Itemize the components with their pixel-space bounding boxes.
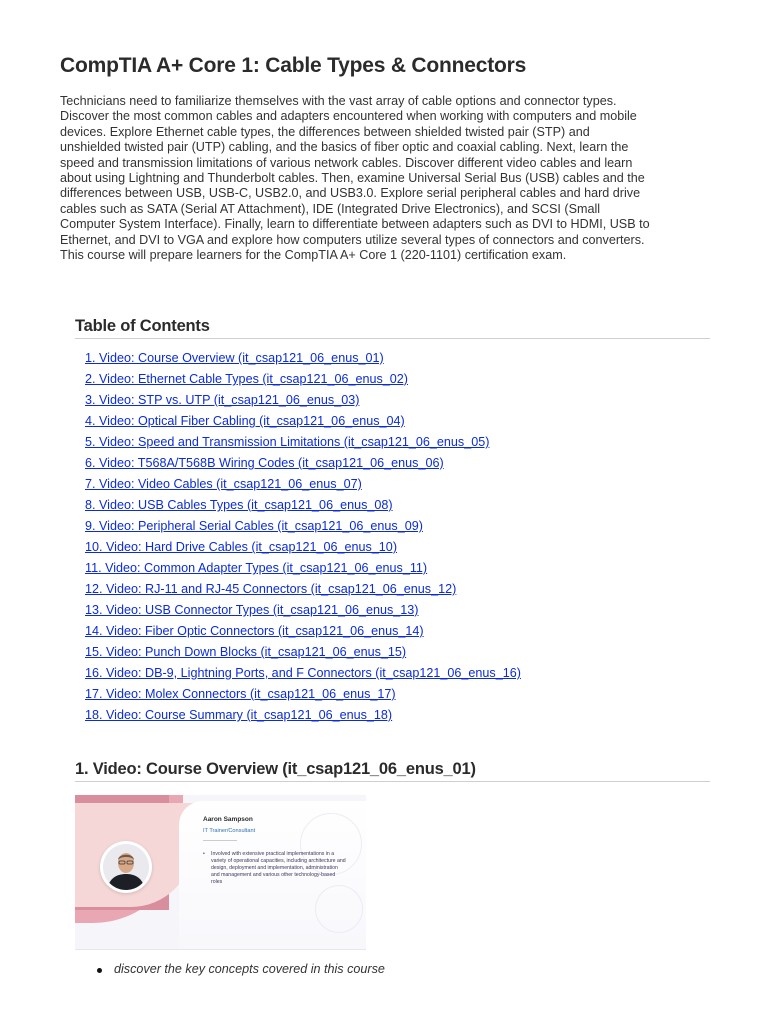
video-section-heading: 1. Video: Course Overview (it_csap121_06_enus_01) [75, 760, 710, 782]
toc-item [85, 497, 521, 518]
toc-link-13[interactable]: 13. Video: USB Connector Types (it_csap121_06_enus_13) [85, 603, 419, 617]
toc-link-1[interactable]: 1. Video: Course Overview (it_csap121_06_enus_01) [85, 351, 384, 365]
instructor-bio: • Involved with extensive practical implementations in a variety of operational capacities, including architecture and design, deployment and implementation, administration and management and various other technology-based roles [203, 851, 346, 886]
toc-item [85, 707, 521, 728]
toc-item [85, 392, 521, 413]
toc-link-6[interactable]: 6. Video: T568A/T568B Wiring Codes (it_csap121_06_enus_06) [85, 456, 444, 470]
toc-link-12[interactable]: 12. Video: RJ-11 and RJ-45 Connectors (it_csap121_06_enus_12) [85, 582, 457, 596]
instructor-avatar [100, 841, 152, 893]
instructor-role: IT Trainer/Consultant [203, 828, 256, 834]
toc-link-15[interactable]: 15. Video: Punch Down Blocks (it_csap121_06_enus_15) [85, 645, 407, 659]
list-item: discover the key concepts covered in this course [97, 962, 385, 976]
toc-link-5[interactable]: 5. Video: Speed and Transmission Limitations (it_csap121_06_enus_05) [85, 435, 490, 449]
thumbnail-decoration [315, 885, 363, 933]
toc-link-3[interactable]: 3. Video: STP vs. UTP (it_csap121_06_enus_03) [85, 393, 360, 407]
toc-item [85, 665, 521, 686]
toc-item [85, 686, 521, 707]
toc-link-8[interactable]: 8. Video: USB Cables Types (it_csap121_06_enus_08) [85, 498, 393, 512]
instructor-avatar-icon [103, 844, 149, 890]
toc-item [85, 644, 521, 665]
toc-link-14[interactable]: 14. Video: Fiber Optic Connectors (it_csap121_06_enus_14) [85, 624, 424, 638]
toc-item [85, 539, 521, 560]
toc-link-18[interactable]: 18. Video: Course Summary (it_csap121_06_enus_18) [85, 708, 393, 722]
thumbnail-divider [203, 840, 237, 841]
course-description: Technicians need to familiarize themselves with the vast array of cable options and connector types. Discover the most common cables and adapters encountered when working with computers and mobile devices. Explore Ethernet cable types, the differences between shielded twisted pair (STP) and unshielded twisted pair (UTP) cabling, and the basics of fiber optic and coaxial cabling. Next, learn the speed and transmission limitations of various network cables. Discover different video cables and learn about using Lightning and Thunderbolt cables. Then, examine Universal Serial Bus (USB) cables and the differences between USB, USB-C, USB2.0, and USB3.0. Explore serial peripheral cables and hard drive cables such as SATA (Serial AT Attachment), IDE (Integrated Drive Electronics), and SCSI (Small Computer System Interface). Finally, learn to differentiate between adapters such as DVI to HDMI, USB to Ethernet, and DVI to VGA and explore how computers utilize several types of connectors and converters. This course will prepare learners for the CompTIA A+ Core 1 (220-1101) certification exam. [60, 94, 650, 263]
toc-item [85, 518, 521, 539]
toc-item [85, 413, 521, 434]
objectives-list [97, 962, 385, 976]
toc-link-17[interactable]: 17. Video: Molex Connectors (it_csap121_06_enus_17) [85, 687, 396, 701]
toc-list [85, 350, 521, 728]
page-title: CompTIA A+ Core 1: Cable Types & Connectors [60, 54, 527, 77]
toc-item [85, 371, 521, 392]
toc-item [85, 455, 521, 476]
toc-item [85, 560, 521, 581]
toc-link-16[interactable]: 16. Video: DB-9, Lightning Ports, and F Connectors (it_csap121_06_enus_16) [85, 666, 521, 680]
toc-link-4[interactable]: 4. Video: Optical Fiber Cabling (it_csap121_06_enus_04) [85, 414, 405, 428]
instructor-name: Aaron Sampson [203, 816, 253, 823]
toc-item [85, 602, 521, 623]
toc-item [85, 623, 521, 644]
toc-item [85, 476, 521, 497]
toc-link-11[interactable]: 11. Video: Common Adapter Types (it_csap121_06_enus_11) [85, 561, 428, 575]
toc-heading: Table of Contents [75, 317, 710, 339]
video-thumbnail[interactable] [75, 795, 366, 950]
toc-item [85, 434, 521, 455]
toc-link-2[interactable]: 2. Video: Ethernet Cable Types (it_csap121_06_enus_02) [85, 372, 409, 386]
toc-item [85, 581, 521, 602]
toc-link-10[interactable]: 10. Video: Hard Drive Cables (it_csap121_06_enus_10) [85, 540, 398, 554]
toc-item [85, 350, 521, 371]
toc-link-9[interactable]: 9. Video: Peripheral Serial Cables (it_csap121_06_enus_09) [85, 519, 423, 533]
toc-link-7[interactable]: 7. Video: Video Cables (it_csap121_06_enus_07) [85, 477, 362, 491]
